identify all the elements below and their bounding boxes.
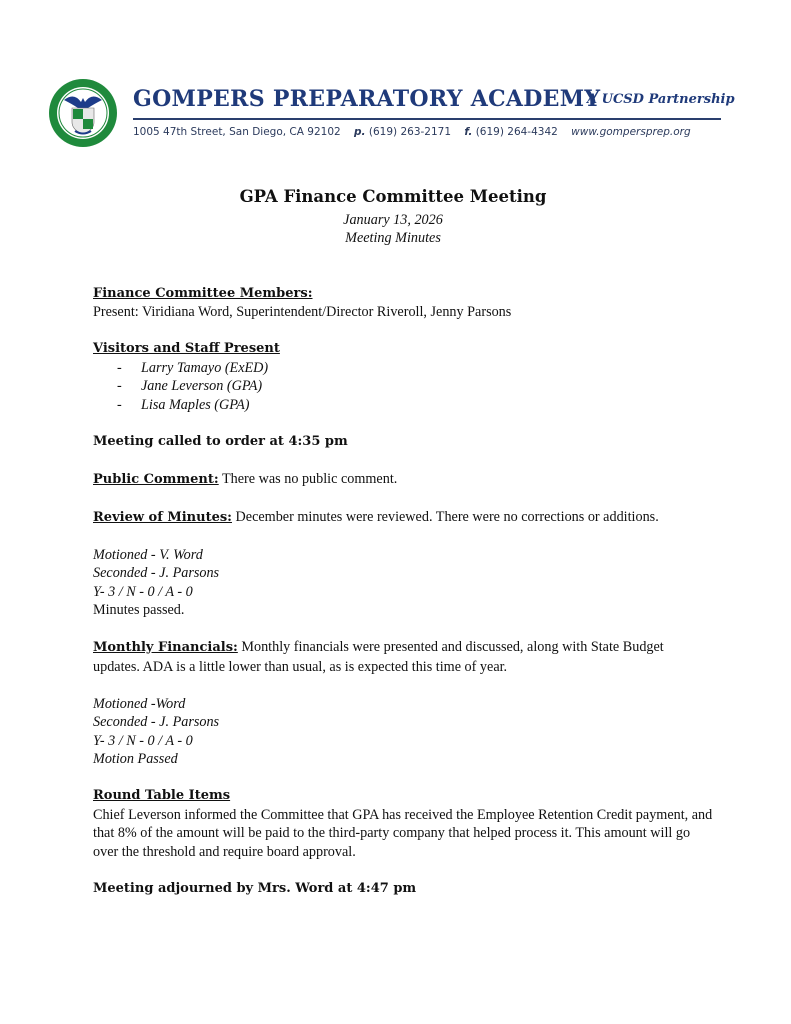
seconded-by: Seconded - J. Parsons [93,714,220,730]
vote-tally: Y- 3 / N - 0 / A - 0 [93,732,193,749]
school-seal-logo [48,78,118,148]
fax-number: (619) 264-4342 [475,126,558,138]
adjournment: Meeting adjourned by Mrs. Word at 4:47 pm [93,880,417,896]
school-name: GOMPERS PREPARATORY ACADEMY [133,86,601,112]
address: 1005 47th Street, San Diego, CA 92102 [133,126,341,138]
list-item: - Lisa Maples (GPA) [117,396,250,413]
phone-number: (619) 263-2171 [368,126,452,138]
visitors-heading: Visitors and Staff Present [93,341,280,356]
round-table-heading: Round Table Items [93,788,231,803]
website-link[interactable]: www.gompersprep.org [571,126,691,138]
motion-result: Minutes passed. [93,602,185,618]
monthly-financials-section [93,638,713,676]
contact-line [133,126,691,138]
motioned-by: Motioned - V. Word [93,546,203,563]
public-comment-text: There was no public comment. [218,470,398,487]
members-present: Present: Viridiana Word, Superintendent/Director Riveroll, Jenny Parsons [93,304,512,320]
review-minutes-heading: Review of Minutes: [93,509,232,525]
monthly-financials-heading: Monthly Financials: [93,640,238,655]
motioned-by: Motioned -Word [93,695,186,712]
document-title: GPA Finance Committee Meeting [239,187,547,206]
public-comment-section [93,470,713,490]
review-minutes-section [93,508,713,528]
fax-label: f. [464,126,473,138]
call-to-order: Meeting called to order at 4:35 pm [93,433,348,449]
round-table-text: Chief Leverson informed the Committee that GPA has received the Employee Retention Credit payment, and that 8% of the amount will be paid to the third-party company that helped process it. This amount will go over the threshold and require board approval. [93,806,713,860]
seconded-by: Seconded - J. Parsons [93,565,220,581]
motion-result: Motion Passed [93,751,178,767]
members-heading: Finance Committee Members: [93,285,313,301]
document-subtitle: Meeting Minutes [345,230,441,246]
partnership-tagline: A UCSD Partnership [587,92,735,107]
vote-tally: Y- 3 / N - 0 / A - 0 [93,583,193,600]
list-item: - Jane Leverson (GPA) [117,378,263,394]
list-item: - Larry Tamayo (ExED) [117,359,269,376]
minutes-body [93,188,713,898]
public-comment-heading: Public Comment: [93,471,219,487]
visitors-list [93,359,713,415]
meeting-date: January 13, 2026 [343,211,443,228]
phone-label: p. [354,126,366,138]
monthly-financials-text: Monthly financials were presented and discussed, along with State Budget updates. ADA is a little lower than usual, as is expected this time of year. [93,639,664,675]
review-minutes-text: December minutes were reviewed. There were no corrections or additions. [231,508,659,525]
letterhead-divider [133,118,721,120]
